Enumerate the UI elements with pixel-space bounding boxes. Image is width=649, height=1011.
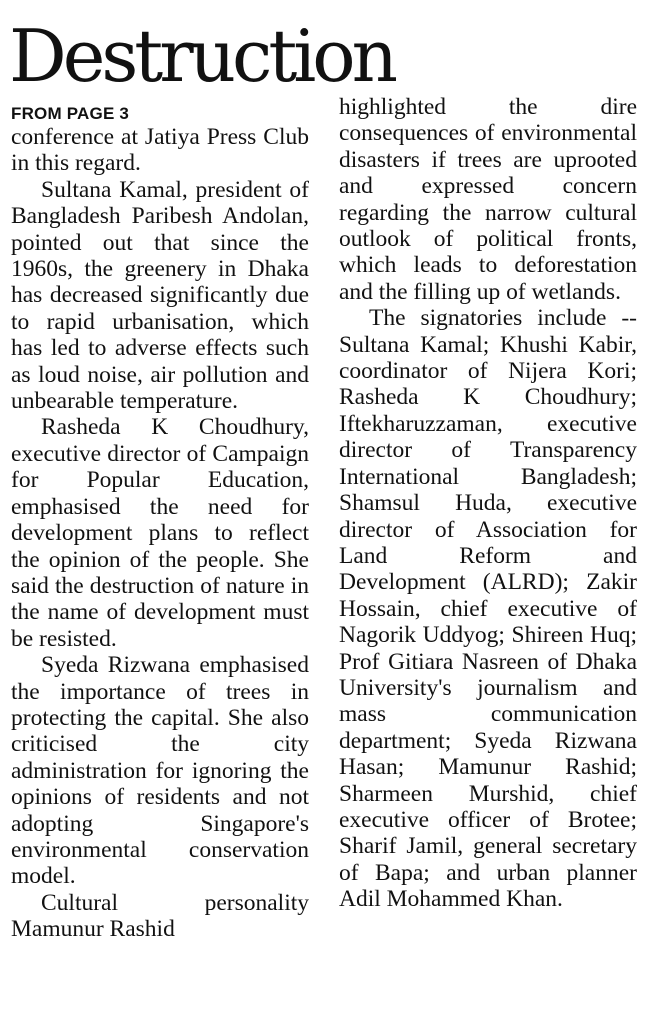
continued-from-label: FROM PAGE 3 <box>11 104 130 123</box>
paragraph: highlighted the dire consequences of environmental disasters if trees are uprooted and expressed concern regarding the narrow cultural outlook of political fronts, which leads to deforestation and the filling up of wetlands. <box>339 94 637 305</box>
paragraph: Syeda Rizwana emphasised the importance of trees in protecting the capital. She also criticised the city administration for ignoring the opinions of residents and not adopting Singapore's environmental conservation model. <box>11 652 309 890</box>
paragraph: Rasheda K Choudhury, executive director of Campaign for Popular Education, emphasised the need for development plans to reflect the opinion of the people. She said the destruction of nature in the name of development must be resisted. <box>11 414 309 652</box>
paragraph: The signatories include -- Sultana Kamal; Khushi Kabir, coordinator of Nijera Kori; Rasheda K Choudhury; Iftekharuzzaman, executive director of Transparency International Bangladesh; Shamsul Huda, executive director of Association for Land Reform and Development (ALRD); Zakir Hossain, chief executive of Nagorik Uddyog; Shireen Huq; Prof Gitiara Nasreen of Dhaka University's journalism and mass communication department; Syeda Rizwana Hasan; Mamunur Rashid; Sharmeen Murshid, chief executive officer of Brotee; Sharif Jamil, general secretary of Bapa; and urban planner Adil Mohammed Khan. <box>339 305 637 913</box>
paragraph: Sultana Kamal, president of Bangladesh Paribesh Andolan, pointed out that since the 1960s, the greenery in Dhaka has decreased significantly due to rapid urbanisation, which has led to adverse effects such as loud noise, air pollution and unbearable temperature. <box>11 176 309 415</box>
headline: Destruction <box>9 14 395 98</box>
paragraph: Cultural personality Mamunur Rashid <box>11 889 309 943</box>
article-column-right <box>339 94 637 913</box>
paragraph: conference at Jatiya Press Club in this regard. <box>11 124 309 177</box>
article-column-left <box>11 124 309 943</box>
